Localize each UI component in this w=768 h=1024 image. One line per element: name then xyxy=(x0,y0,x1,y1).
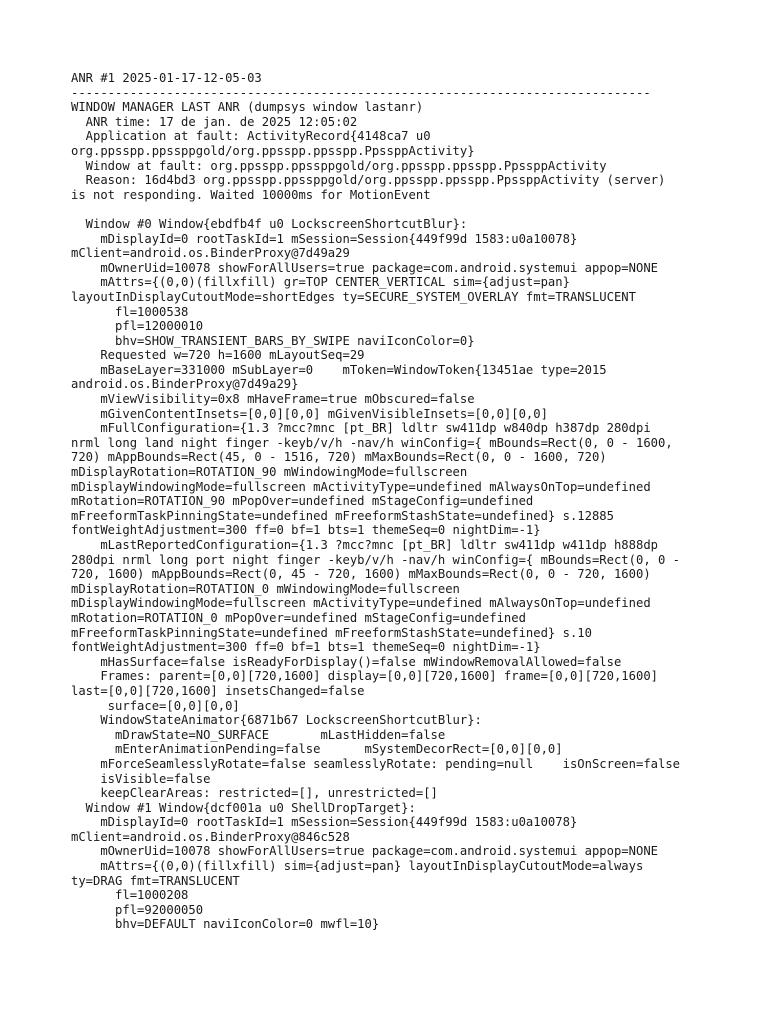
log-line: mDisplayWindowingMode=fullscreen mActivityType=undefined mAlwaysOnTop=undefined xyxy=(71,596,651,611)
log-line: mClient=android.os.BinderProxy@7d49a29 xyxy=(71,246,350,261)
log-line: mRotation=ROTATION_0 mPopOver=undefined mStageConfig=undefined xyxy=(71,610,526,625)
log-line: isVisible=false xyxy=(71,771,211,786)
log-line: fontWeightAdjustment=300 ff=0 bf=1 bts=1 themeSeq=0 nightDim=-1} xyxy=(71,523,541,538)
log-line: Application at fault: ActivityRecord{4148ca7 u0 xyxy=(71,129,431,144)
section-heading: WINDOW MANAGER LAST ANR (dumpsys window lastanr) xyxy=(71,100,424,115)
log-line: pfl=92000050 xyxy=(71,902,204,917)
log-line: mOwnerUid=10078 showForAllUsers=true package=com.android.systemui appop=NONE xyxy=(71,844,658,859)
log-separator: ------------------------------------------------------------------------------- xyxy=(71,85,651,100)
log-line: mFreeformTaskPinningState=undefined mFreeformStashState=undefined} s.12885 xyxy=(71,508,614,523)
log-line: fontWeightAdjustment=300 ff=0 bf=1 bts=1 themeSeq=0 nightDim=-1} xyxy=(71,640,541,655)
window-heading: mDisplayId=0 rootTaskId=1 mSession=Session{449f99d 1583:u0a10078} xyxy=(71,815,578,830)
log-line: mBaseLayer=331000 mSubLayer=0 mToken=WindowToken{13451ae type=2015 xyxy=(71,362,607,377)
log-line: mDisplayWindowingMode=fullscreen mActivityType=undefined mAlwaysOnTop=undefined xyxy=(71,479,651,494)
log-line: fl=1000208 xyxy=(71,888,189,903)
log-line: mForceSeamlesslyRotate=false seamlesslyRotate: pending=null isOnScreen=false xyxy=(71,756,681,771)
log-line: mViewVisibility=0x8 mHaveFrame=true mObscured=false xyxy=(71,392,475,407)
log-line: fl=1000538 xyxy=(71,304,189,319)
log-line: Window at fault: org.ppsspp.ppssppgold/org.ppsspp.ppsspp.PpssppActivity xyxy=(71,158,607,173)
log-line xyxy=(71,932,711,947)
log-line: bhv=DEFAULT naviIconColor=0 mwfl=10} xyxy=(71,917,380,932)
log-line: WindowStateAnimator{6871b67 LockscreenShortcutBlur}: xyxy=(71,713,482,728)
log-line: Window #1 Window{dcf001a u0 ShellDropTarget}: xyxy=(71,800,416,815)
log-line: 280dpi nrml long port night finger -keyb/v/h -nav/h winConfig={ mBounds=Rect(0, 0 - xyxy=(71,552,681,567)
log-line: mLastReportedConfiguration={1.3 ?mcc?mnc [pt_BR] ldltr sw411dp w411dp h888dp xyxy=(71,538,658,552)
log-line: Frames: parent=[0,0][720,1600] display=[0,0][720,1600] frame=[0,0][720,1600] xyxy=(71,669,658,684)
log-line: mOwnerUid=10078 showForAllUsers=true package=com.android.systemui appop=NONE xyxy=(71,260,658,275)
log-line: layoutInDisplayCutoutMode=shortEdges ty=SECURE_SYSTEM_OVERLAY fmt=TRANSLUCENT xyxy=(71,289,636,304)
log-line: android.os.BinderProxy@7d49a29} xyxy=(71,377,299,392)
log-line: ANR time: 17 de jan. de 2025 12:05:02 xyxy=(71,114,358,129)
log-line: mDisplayRotation=ROTATION_90 mWindowingMode=fullscreen xyxy=(71,465,468,480)
log-line: mAttrs={(0,0)(fillxfill) gr=TOP CENTER_VERTICAL sim={adjust=pan} xyxy=(71,275,570,290)
log-line: mFreeformTaskPinningState=undefined mFreeformStashState=undefined} s.10 xyxy=(71,625,592,640)
log-line: ty=DRAG fmt=TRANSLUCENT xyxy=(71,873,240,888)
log-line: 720, 1600) mAppBounds=Rect(0, 45 - 720, 1600) mMaxBounds=Rect(0, 0 - 720, 1600) xyxy=(71,567,651,582)
log-line: mEnterAnimationPending=false mSystemDecorRect=[0,0][0,0] xyxy=(71,742,563,757)
log-line: mFullConfiguration={1.3 ?mcc?mnc [pt_BR] ldltr sw411dp w840dp h387dp 280dpi xyxy=(71,421,651,436)
log-line: is not responding. Waited 10000ms for MotionEvent xyxy=(71,187,431,202)
log-line: mRotation=ROTATION_90 mPopOver=undefined mStageConfig=undefined xyxy=(71,494,534,509)
log-line: mDisplayRotation=ROTATION_0 mWindowingMode=fullscreen xyxy=(71,581,460,596)
log-line: last=[0,0][720,1600] insetsChanged=false xyxy=(71,683,365,698)
log-line: mClient=android.os.BinderProxy@846c528 xyxy=(71,829,350,844)
log-line: keepClearAreas: restricted=[], unrestricted=[] xyxy=(71,786,438,801)
anr-log-document xyxy=(71,71,711,947)
log-line: nrml long land night finger -keyb/v/h -nav/h winConfig={ mBounds=Rect(0, 0 - 1600, xyxy=(71,435,673,450)
log-line: mDrawState=NO_SURFACE mLastHidden=false xyxy=(71,727,446,742)
log-line: Requested w=720 h=1600 mLayoutSeq=29 xyxy=(71,348,365,363)
log-line: bhv=SHOW_TRANSIENT_BARS_BY_SWIPE naviIconColor=0} xyxy=(71,333,475,348)
log-line: mHasSurface=false isReadyForDisplay()=false mWindowRemovalAllowed=false xyxy=(71,654,622,669)
log-line: mGivenContentInsets=[0,0][0,0] mGivenVisibleInsets=[0,0][0,0] xyxy=(71,406,548,421)
log-line: org.ppsspp.ppssppgold/org.ppsspp.ppsspp.PpssppActivity} xyxy=(71,143,475,158)
log-line: pfl=12000010 xyxy=(71,319,204,334)
log-line: mAttrs={(0,0)(fillxfill) sim={adjust=pan} layoutInDisplayCutoutMode=always xyxy=(71,859,644,874)
log-line: 720) mAppBounds=Rect(45, 0 - 1516, 720) mMaxBounds=Rect(0, 0 - 1600, 720) xyxy=(71,450,607,465)
blank-line xyxy=(71,202,711,217)
log-line: mDisplayId=0 rootTaskId=1 mSession=Session{449f99d 1583:u0a10078} xyxy=(71,231,578,246)
log-header-title: ANR #1 2025-01-17-12-05-03 xyxy=(71,71,262,85)
log-line: Reason: 16d4bd3 org.ppsspp.ppssppgold/org.ppsspp.ppsspp.PpssppActivity (server) xyxy=(71,173,666,188)
window-heading: Window #0 Window{ebdfb4f u0 LockscreenShortcutBlur}: xyxy=(71,216,468,231)
log-line: surface=[0,0][0,0] xyxy=(71,698,240,713)
